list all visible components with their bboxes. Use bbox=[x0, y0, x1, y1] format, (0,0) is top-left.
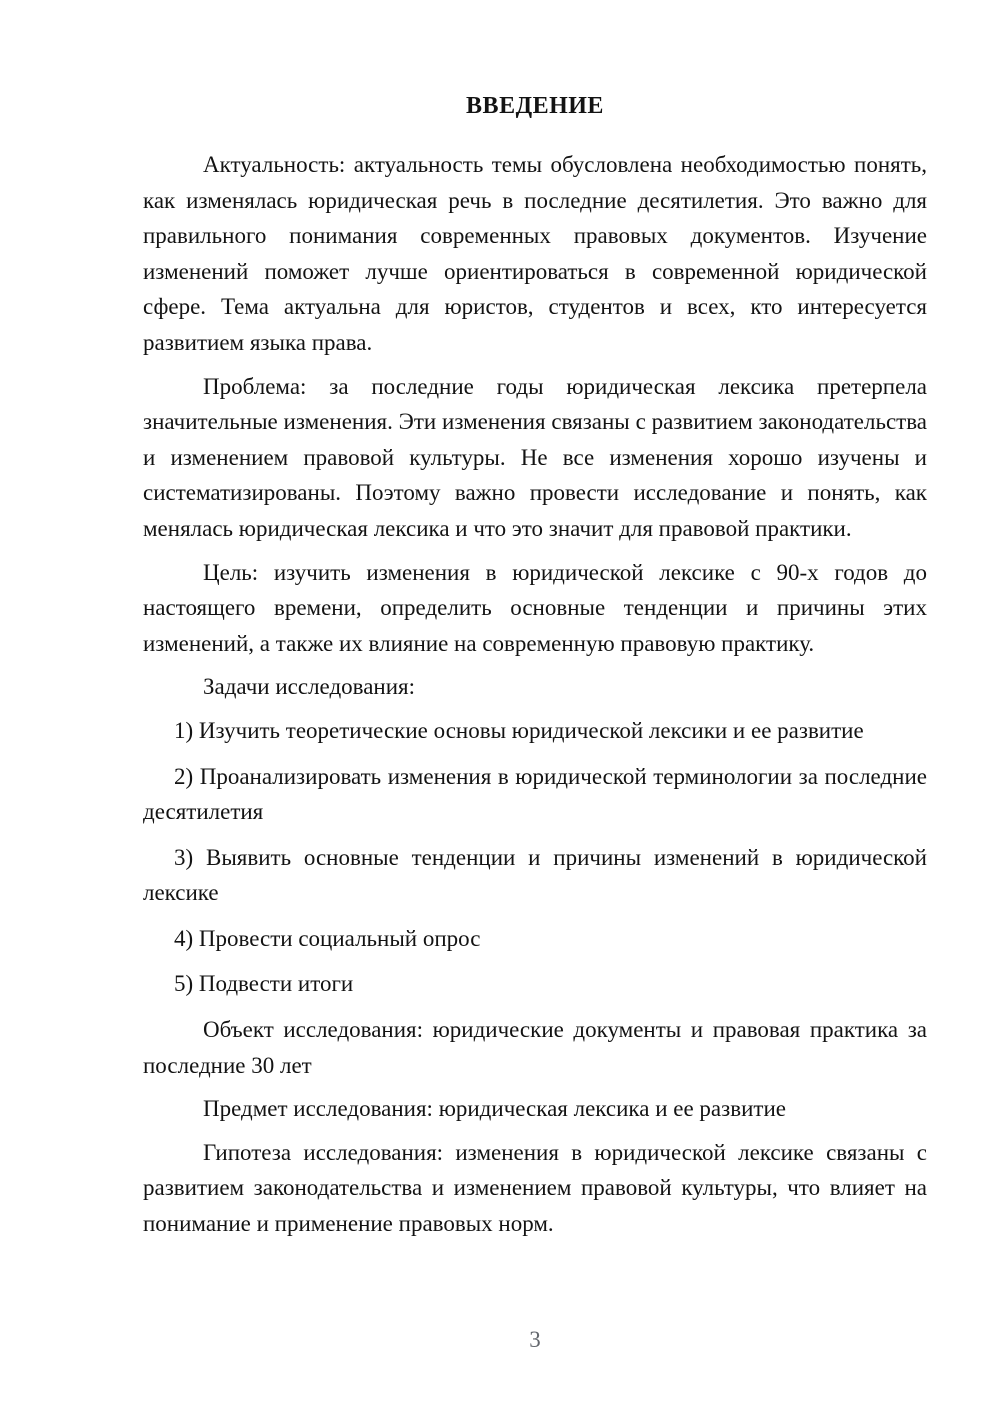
paragraph-zadachi-heading: Задачи исследования: bbox=[203, 674, 416, 700]
task-item-4: 4) Провести социальный опрос bbox=[174, 925, 481, 951]
paragraph-problema: Проблема: за последние годы юридическая лексика претерпела значительные изменения. Эти изменения связаны с развитием законодательства и изменением правовой культуры. Не все изменения хорошо изучены и систематизированы. Поэтому важно провести исследование и понять, как менялась юридическая лексика и что это значит для правовой практики. bbox=[143, 373, 927, 541]
page-number: 3 bbox=[529, 1327, 541, 1352]
paragraph-obekt: Объект исследования: юридические документы и правовая практика за последние 30 лет bbox=[143, 1017, 927, 1078]
document-title: ВВЕДЕНИЕ bbox=[466, 93, 604, 119]
task-item-2: 2) Проанализировать изменения в юридической терминологии за последние десятилетия bbox=[143, 763, 927, 825]
task-item-5: 5) Подвести итоги bbox=[174, 971, 354, 997]
task-item-3: 3) Выявить основные тенденции и причины изменений в юридической лексике bbox=[143, 844, 927, 906]
task-item-1: 1) Изучить теоретические основы юридической лексики и ее развитие bbox=[174, 717, 864, 743]
paragraph-predmet: Предмет исследования: юридическая лексика и ее развитие bbox=[203, 1096, 786, 1122]
paragraph-gipoteza: Гипотеза исследования: изменения в юридической лексике связаны с развитием законодательства и изменением правовой культуры, что влияет на понимание и применение правовых норм. bbox=[143, 1139, 927, 1237]
paragraph-aktualnost: Актуальность: актуальность темы обусловлена необходимостью понять, как изменялась юридическая речь в последние десятилетия. Это важно для правильного понимания современных правовых документов. Изучение изменений поможет лучше ориентироваться в современной юридической сфере. Тема актуальна для юристов, студентов и всех, кто интересуется развитием языка права. bbox=[143, 152, 927, 355]
paragraph-tsel: Цель: изучить изменения в юридической лексике с 90-х годов до настоящего времени, определить основные тенденции и причины этих изменений, а также их влияние на современную правовую практику. bbox=[143, 559, 927, 656]
